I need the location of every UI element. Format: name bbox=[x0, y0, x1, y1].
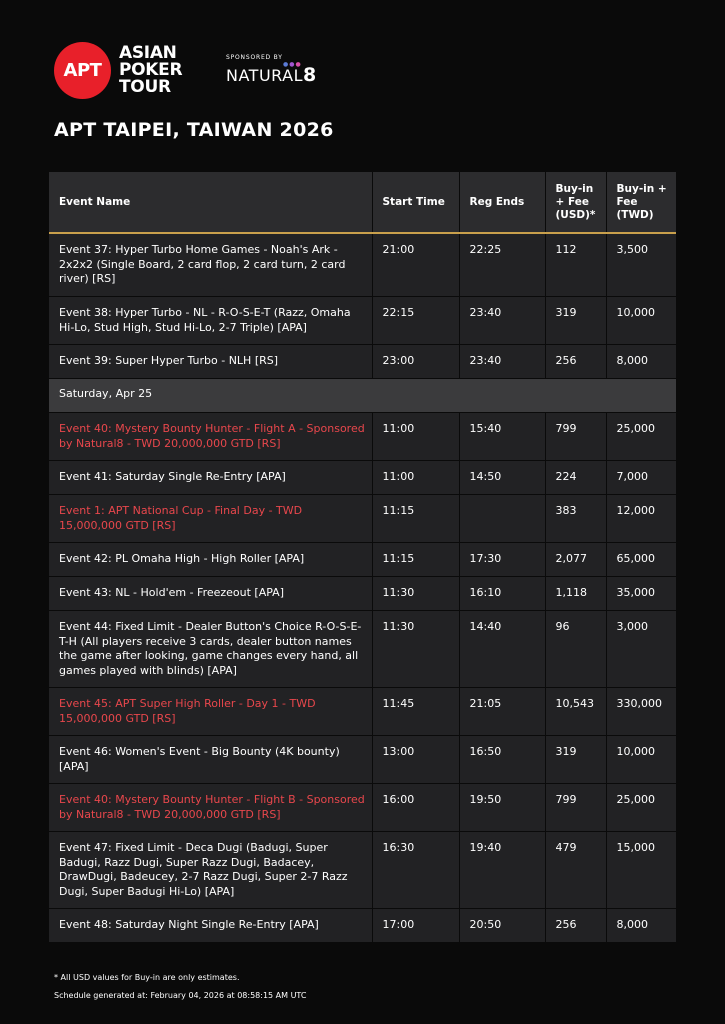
cell-buyin-twd: 35,000 bbox=[606, 577, 676, 611]
header-buyin-twd: Buy-in + Fee (TWD) bbox=[606, 172, 676, 233]
cell-start-time: 11:15 bbox=[372, 495, 459, 543]
cell-start-time: 11:30 bbox=[372, 577, 459, 611]
table-row bbox=[49, 297, 676, 345]
cell-event-name: Event 44: Fixed Limit - Dealer Button's Choice R-O-S-E-T-H (All players receive 3 cards, dealer button names the game after looking, game changes every hand, all games played with blinds) [APA] bbox=[49, 611, 372, 688]
cell-buyin-twd: 3,000 bbox=[606, 611, 676, 688]
cell-event-name: Event 45: APT Super High Roller - Day 1 - TWD 15,000,000 GTD [RS] bbox=[49, 688, 372, 736]
apt-logo bbox=[54, 40, 182, 100]
cell-reg-ends: 14:40 bbox=[459, 611, 545, 688]
natural8-digit: 8 bbox=[302, 64, 317, 86]
cell-buyin-usd: 10,543 bbox=[545, 688, 606, 736]
cell-buyin-twd: 10,000 bbox=[606, 297, 676, 345]
table-row bbox=[49, 233, 676, 297]
table-row bbox=[49, 688, 676, 736]
table-body-before-day bbox=[49, 233, 676, 379]
table-row bbox=[49, 413, 676, 461]
cell-event-name: Event 46: Women's Event - Big Bounty (4K bounty) [APA] bbox=[49, 736, 372, 784]
header-buyin-usd: Buy-in + Fee (USD)* bbox=[545, 172, 606, 233]
cell-reg-ends: 17:30 bbox=[459, 543, 545, 577]
cell-buyin-usd: 96 bbox=[545, 611, 606, 688]
cell-event-name: Event 43: NL - Hold'em - Freezeout [APA] bbox=[49, 577, 372, 611]
cell-buyin-usd: 112 bbox=[545, 233, 606, 297]
table-row bbox=[49, 736, 676, 784]
apt-logo-text: APT bbox=[63, 59, 102, 81]
cell-buyin-usd: 799 bbox=[545, 413, 606, 461]
cell-buyin-usd: 256 bbox=[545, 345, 606, 379]
cell-event-name: Event 42: PL Omaha High - High Roller [APA] bbox=[49, 543, 372, 577]
apt-logo-badge bbox=[54, 42, 111, 99]
cell-event-name: Event 40: Mystery Bounty Hunter - Flight B - Sponsored by Natural8 - TWD 20,000,000 GTD [RS] bbox=[49, 784, 372, 832]
cell-reg-ends: 23:40 bbox=[459, 345, 545, 379]
cell-reg-ends: 22:25 bbox=[459, 233, 545, 297]
table-row bbox=[49, 784, 676, 832]
cell-event-name: Event 1: APT National Cup - Final Day - TWD 15,000,000 GTD [RS] bbox=[49, 495, 372, 543]
cell-event-name: Event 39: Super Hyper Turbo - NLH [RS] bbox=[49, 345, 372, 379]
cell-buyin-twd: 8,000 bbox=[606, 909, 676, 943]
cell-start-time: 23:00 bbox=[372, 345, 459, 379]
cell-reg-ends: 20:50 bbox=[459, 909, 545, 943]
cell-reg-ends: 23:40 bbox=[459, 297, 545, 345]
generated-timestamp: Schedule generated at: February 04, 2026 at 08:58:15 AM UTC bbox=[54, 991, 307, 1000]
cell-event-name: Event 41: Saturday Single Re-Entry [APA] bbox=[49, 461, 372, 495]
cell-buyin-usd: 479 bbox=[545, 832, 606, 909]
cell-reg-ends: 15:40 bbox=[459, 413, 545, 461]
cell-start-time: 11:00 bbox=[372, 413, 459, 461]
cell-buyin-usd: 383 bbox=[545, 495, 606, 543]
cell-event-name: Event 38: Hyper Turbo - NL - R-O-S-E-T (Razz, Omaha Hi-Lo, Stud High, Stud Hi-Lo, 2-7 Triple) [APA] bbox=[49, 297, 372, 345]
cell-buyin-twd: 15,000 bbox=[606, 832, 676, 909]
natural8-name: NATURAL bbox=[226, 66, 303, 85]
footnote: * All USD values for Buy-in are only estimates. bbox=[54, 973, 240, 982]
cell-reg-ends: 21:05 bbox=[459, 688, 545, 736]
schedule-table bbox=[49, 172, 676, 942]
cell-buyin-twd: 7,000 bbox=[606, 461, 676, 495]
table-row bbox=[49, 832, 676, 909]
cell-buyin-twd: 330,000 bbox=[606, 688, 676, 736]
cell-start-time: 21:00 bbox=[372, 233, 459, 297]
cell-buyin-twd: 10,000 bbox=[606, 736, 676, 784]
day-separator-row bbox=[49, 379, 676, 413]
table-day-section bbox=[49, 379, 676, 413]
apt-logo-wordmark bbox=[119, 42, 183, 97]
cell-buyin-usd: 224 bbox=[545, 461, 606, 495]
table-row bbox=[49, 543, 676, 577]
table-body-day bbox=[49, 413, 676, 943]
cell-buyin-usd: 256 bbox=[545, 909, 606, 943]
table-row bbox=[49, 577, 676, 611]
natural8-dots-icon: ●●● bbox=[283, 61, 302, 68]
cell-buyin-twd: 25,000 bbox=[606, 784, 676, 832]
day-label: Saturday, Apr 25 bbox=[49, 379, 676, 413]
cell-start-time: 13:00 bbox=[372, 736, 459, 784]
cell-buyin-usd: 1,118 bbox=[545, 577, 606, 611]
table-row bbox=[49, 461, 676, 495]
cell-buyin-usd: 319 bbox=[545, 297, 606, 345]
cell-reg-ends: 19:40 bbox=[459, 832, 545, 909]
logo-word-3: TOUR bbox=[119, 76, 171, 97]
cell-reg-ends: 16:50 bbox=[459, 736, 545, 784]
page-title: APT TAIPEI, TAIWAN 2026 bbox=[54, 119, 334, 141]
cell-reg-ends: 19:50 bbox=[459, 784, 545, 832]
logo-word-1: ASIAN bbox=[119, 42, 177, 63]
cell-start-time: 22:15 bbox=[372, 297, 459, 345]
logo-word-2: POKER bbox=[119, 59, 183, 80]
cell-buyin-twd: 65,000 bbox=[606, 543, 676, 577]
cell-buyin-usd: 2,077 bbox=[545, 543, 606, 577]
table-row bbox=[49, 495, 676, 543]
cell-event-name: Event 37: Hyper Turbo Home Games - Noah's Ark - 2x2x2 (Single Board, 2 card flop, 2 card turn, 2 card river) [RS] bbox=[49, 233, 372, 297]
cell-buyin-twd: 25,000 bbox=[606, 413, 676, 461]
cell-buyin-twd: 12,000 bbox=[606, 495, 676, 543]
cell-start-time: 11:15 bbox=[372, 543, 459, 577]
table-row bbox=[49, 909, 676, 943]
header-start-time: Start Time bbox=[372, 172, 459, 233]
cell-event-name: Event 47: Fixed Limit - Deca Dugi (Badugi, Super Badugi, Razz Dugi, Super Razz Dugi, Badacey, DrawDugi, Badeucey, 2-7 Razz Dugi, Super 2-7 Razz Dugi, Super Badugi Hi-Lo) [APA] bbox=[49, 832, 372, 909]
cell-start-time: 16:00 bbox=[372, 784, 459, 832]
natural8-wordmark bbox=[226, 61, 317, 86]
cell-event-name: Event 48: Saturday Night Single Re-Entry [APA] bbox=[49, 909, 372, 943]
cell-reg-ends: 14:50 bbox=[459, 461, 545, 495]
sponsor-logo bbox=[226, 54, 317, 86]
cell-buyin-usd: 799 bbox=[545, 784, 606, 832]
cell-buyin-twd: 8,000 bbox=[606, 345, 676, 379]
header-reg-ends: Reg Ends bbox=[459, 172, 545, 233]
cell-start-time: 17:00 bbox=[372, 909, 459, 943]
table-header-row bbox=[49, 172, 676, 233]
cell-event-name: Event 40: Mystery Bounty Hunter - Flight A - Sponsored by Natural8 - TWD 20,000,000 GTD [RS] bbox=[49, 413, 372, 461]
cell-buyin-usd: 319 bbox=[545, 736, 606, 784]
table-row bbox=[49, 345, 676, 379]
cell-start-time: 11:00 bbox=[372, 461, 459, 495]
cell-reg-ends bbox=[459, 495, 545, 543]
cell-buyin-twd: 3,500 bbox=[606, 233, 676, 297]
cell-reg-ends: 16:10 bbox=[459, 577, 545, 611]
cell-start-time: 11:45 bbox=[372, 688, 459, 736]
sponsored-by-label: SPONSORED BY bbox=[226, 54, 283, 61]
cell-start-time: 11:30 bbox=[372, 611, 459, 688]
header-event-name: Event Name bbox=[49, 172, 372, 233]
table-row bbox=[49, 611, 676, 688]
cell-start-time: 16:30 bbox=[372, 832, 459, 909]
